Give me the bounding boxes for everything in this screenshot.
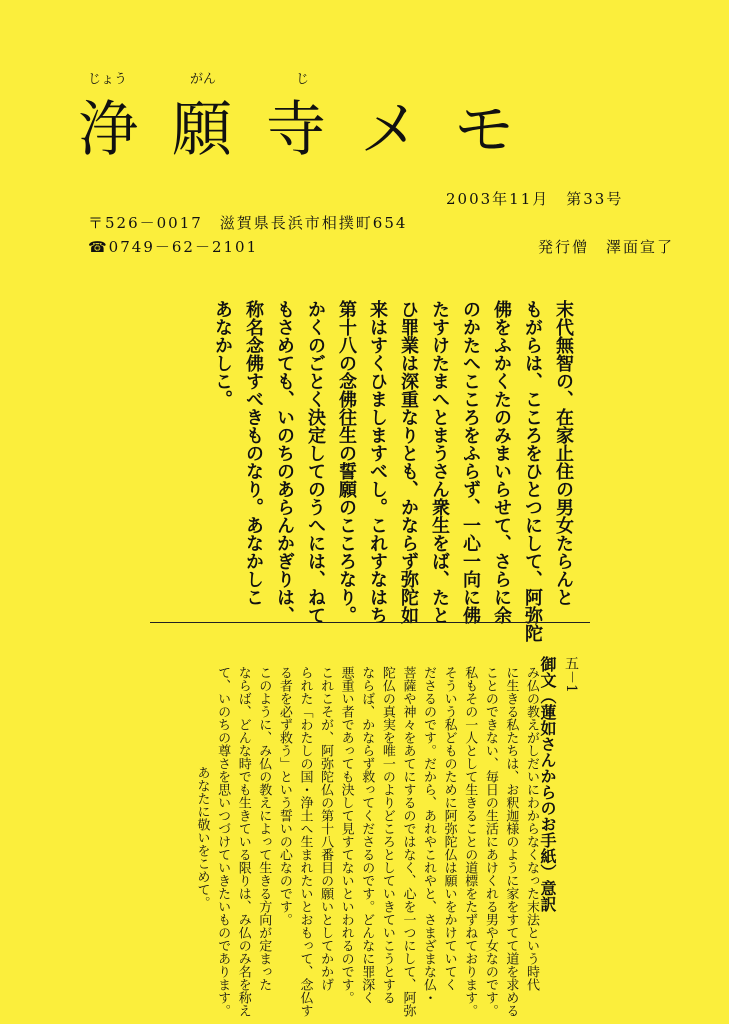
text-line: る者を必ず救う」という誓いの心なのです。 xyxy=(276,666,292,926)
phone-number: ☎0749－62－2101 xyxy=(88,238,259,256)
page-title: 浄願寺メモ xyxy=(78,95,548,165)
text-line: のかたへこころをふらず、一心一向に佛 xyxy=(460,300,481,624)
text-line: このように、み仏の教えによって生きる方向が定まった xyxy=(256,666,272,991)
text-line: ならば、どんな時でも生きている限りは、み仏のみ名を称え xyxy=(235,666,251,1017)
text-line: たすけたまへとまうさん衆生をば、たと xyxy=(429,300,450,624)
title-ruby-jou: じょう xyxy=(88,72,128,87)
text-line: ならば、かならず救ってくださるのです。どんなに罪深く xyxy=(359,666,375,1004)
text-line: み仏の教えがしだいにわからなくなった末法という時代 xyxy=(524,666,539,991)
translation-text xyxy=(191,666,541,1017)
text-line: 佛をふかくたのみまいらせて、さらに余 xyxy=(491,300,512,624)
text-line: 悪重い者であっても決して見すてないといわれるのです。 xyxy=(338,666,354,1004)
text-line: 私もその一人として生きることの道標をたずねております。 xyxy=(462,666,478,1017)
closing-line: あなたに敬いをこめて。 xyxy=(194,766,210,909)
text-line: 称名念佛すべきものなり。あなかしこ xyxy=(243,300,264,606)
title-ruby-gan: がん xyxy=(190,72,217,87)
text-line: あなかしこ。 xyxy=(212,300,233,408)
ofumi-text xyxy=(207,300,579,642)
divider-line xyxy=(150,622,590,623)
text-line: ださるのです。だから、あれやこれやと、さまざまな仏・ xyxy=(421,666,437,1004)
text-line: られた「わたしの国・浄土へ生まれたいとおもって、念仏す xyxy=(297,666,313,1017)
section-number: 五－1 xyxy=(563,656,579,693)
issue-date: 2003年11月 第33号 xyxy=(446,190,624,208)
section-heading xyxy=(535,656,583,996)
text-line: て、いのちの尊さを思いつづけていきたいものであります。 xyxy=(215,666,231,1017)
title-ruby-ji: じ xyxy=(296,72,310,87)
text-line: そういう私どものために阿弥陀仏は願いをかけていてく xyxy=(441,666,457,991)
text-line: ひ罪業は深重なりとも、かならず弥陀如 xyxy=(398,300,419,624)
publisher: 発行僧 澤面宣了 xyxy=(538,238,675,256)
postal-address: 〒526－0017 滋賀県長浜市相撲町654 xyxy=(88,214,408,232)
text-line: もがらは、こころをひとつにして、阿弥陀 xyxy=(522,300,543,642)
text-line: 末代無智の、在家止住の男女たらんと xyxy=(553,300,574,606)
text-line: もさめても、いのちのあらんかぎりは、 xyxy=(274,300,295,624)
text-line: 来はすくひましますべし。これすなはち xyxy=(367,300,388,624)
section-title: 御文（蓮如さんからのお手紙）意訳 xyxy=(538,656,557,912)
text-line: 菩薩や神々をあてにするのではなく、心を一つにして、阿弥 xyxy=(400,666,416,1017)
text-line: に生きる私たちは、お釈迦様のように家をすてて道を求める xyxy=(503,666,519,1017)
text-line: ことのできない、毎日の生活にあけくれる男や女なのです。 xyxy=(482,666,498,1017)
text-line: 陀仏の真実を唯一のよりどころとしていきていこうとする xyxy=(379,666,395,1004)
text-line: これこそが、阿弥陀仏の第十八番目の願いとしてかかげ xyxy=(318,666,334,991)
text-line: 第十八の念佛往生の誓願のこころなり。 xyxy=(336,300,357,624)
text-line: かくのごとく決定してのうへには、ねて xyxy=(305,300,326,624)
